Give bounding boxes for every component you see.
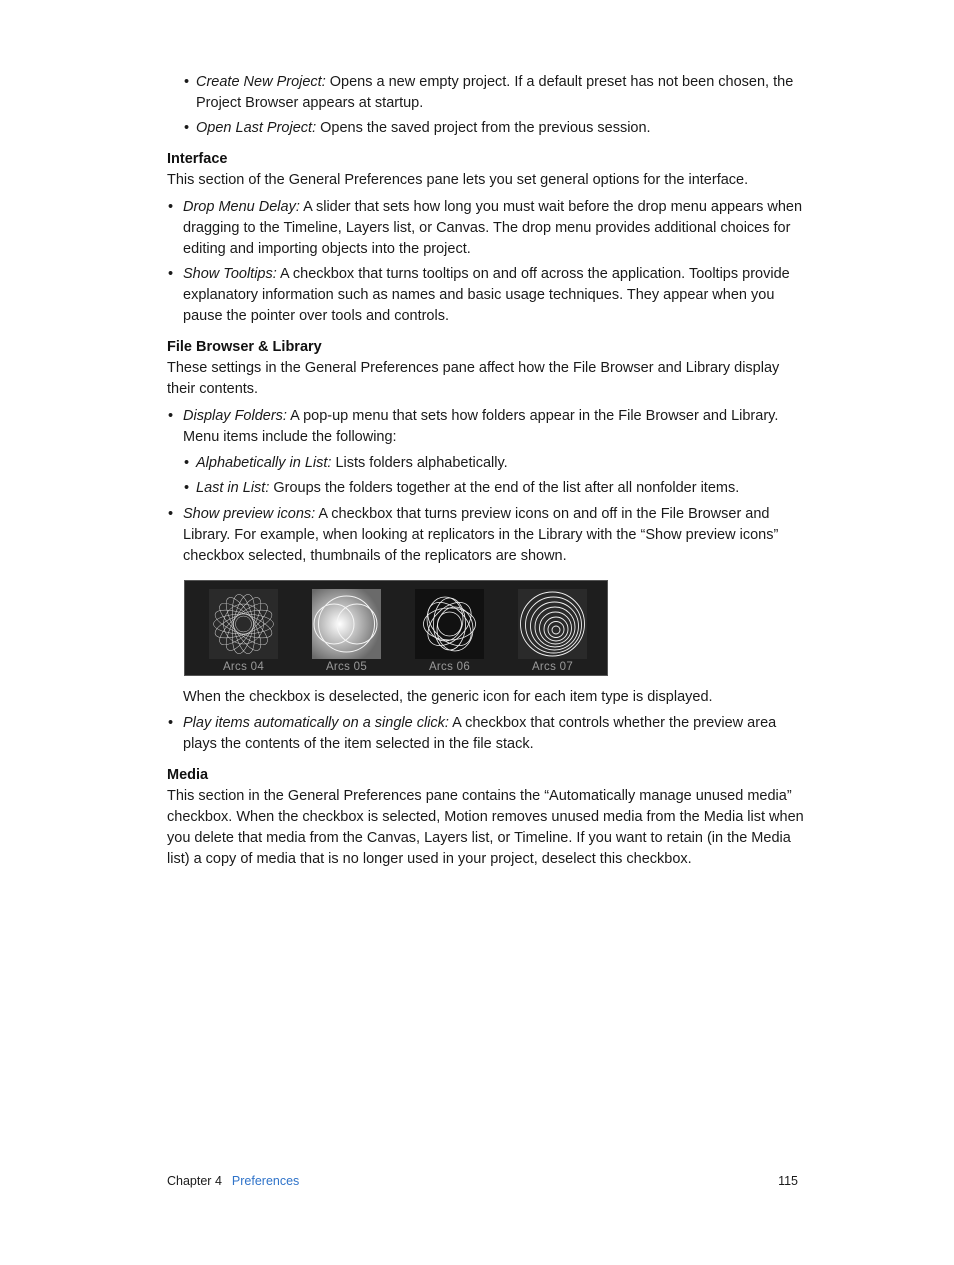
description: Opens a new empty project. If a default preset has not been chosen, the Project Browser appears at startup. xyxy=(196,74,794,111)
term: Display Folders: xyxy=(183,408,287,424)
interface-intro: This section of the General Preferences pane lets you set general options for the interface. xyxy=(167,172,749,188)
replicator-thumbnail-gallery xyxy=(184,580,608,676)
footer-section-link[interactable]: Preferences xyxy=(231,1174,300,1188)
term: Open Last Project: xyxy=(196,120,317,136)
description: A checkbox that turns tooltips on and off across the application. Tooltips provide explanatory information such as names and basic usage techniques. They appear when you pause the pointer over tools and controls. xyxy=(183,266,790,324)
deselected-note: When the checkbox is deselected, the generic icon for each item type is displayed. xyxy=(183,689,713,705)
bullet: • xyxy=(184,74,190,90)
heading-media: Media xyxy=(167,767,209,783)
bullet: • xyxy=(168,715,174,731)
page-number: 115 xyxy=(778,1174,798,1188)
thumbnail-arcs-05[interactable] xyxy=(312,589,381,674)
description: Lists folders alphabetically. xyxy=(331,455,508,471)
list-item-create-new-project xyxy=(167,72,807,114)
page-footer xyxy=(167,1174,798,1188)
description: Opens the saved project from the previous session. xyxy=(316,120,651,136)
list-item-display-folders xyxy=(167,406,807,448)
thumbnail-caption: Arcs 05 xyxy=(325,661,368,673)
media-body: This section in the General Preferences pane contains the “Automatically manage unused media” checkbox. When the checkbox is selected, Motion removes unused media from the Media list when you delete that media from the Canvas, Layers list, or Timeline. If you want to retain (in the Media list) a copy of media that is no longer used in your project, deselect this checkbox. xyxy=(167,788,804,867)
term: Play items automatically on a single click: xyxy=(183,715,449,731)
thumbnail-arcs-06[interactable] xyxy=(415,589,484,674)
thumbnail-caption: Arcs 07 xyxy=(531,661,574,673)
list-item-play-items-automatically xyxy=(167,713,807,755)
bullet: • xyxy=(168,199,174,215)
thumbnail-arcs-04[interactable] xyxy=(209,589,278,674)
footer-chapter: Chapter 4 xyxy=(167,1174,222,1188)
term: Show Tooltips: xyxy=(183,266,277,282)
list-item-show-tooltips xyxy=(167,264,807,327)
list-item-drop-menu-delay xyxy=(167,197,807,260)
arcs-04-icon xyxy=(209,589,278,659)
bullet: • xyxy=(184,120,190,136)
arcs-06-icon xyxy=(415,589,484,659)
term: Show preview icons: xyxy=(183,506,316,522)
description: A checkbox that turns preview icons on and off in the File Browser and Library. For example, when looking at replicators in the Library with the “Show preview icons” checkbox selected, thumbnails of the replicators are shown. xyxy=(183,506,779,564)
list-item-show-preview-icons xyxy=(167,504,807,567)
term: Drop Menu Delay: xyxy=(183,199,300,215)
arcs-05-icon xyxy=(312,589,381,659)
arcs-07-icon xyxy=(518,589,587,659)
term: Create New Project: xyxy=(196,74,326,90)
list-item-last-in-list xyxy=(167,478,807,499)
thumbnail-caption: Arcs 06 xyxy=(428,661,471,673)
description: A slider that sets how long you must wait before the drop menu appears when dragging to the Timeline, Layers list, or Canvas. The drop menu provides additional choices for editing and importing objects into the project. xyxy=(183,199,803,257)
thumbnail-arcs-07[interactable] xyxy=(518,589,587,674)
bullet: • xyxy=(168,408,174,424)
page-content xyxy=(167,72,807,870)
bullet: • xyxy=(168,266,174,282)
term: Alphabetically in List: xyxy=(196,455,332,471)
heading-interface: Interface xyxy=(167,151,228,167)
bullet: • xyxy=(184,480,190,496)
thumbnail-caption: Arcs 04 xyxy=(222,661,265,673)
file-browser-intro: These settings in the General Preferences pane affect how the File Browser and Library display their contents. xyxy=(167,360,780,397)
description: A pop-up menu that sets how folders appear in the File Browser and Library. Menu items include the following: xyxy=(183,408,779,445)
term: Last in List: xyxy=(196,480,270,496)
description: Groups the folders together at the end of the list after all nonfolder items. xyxy=(269,480,740,496)
list-item-open-last-project xyxy=(167,118,807,139)
heading-file-browser-library: File Browser & Library xyxy=(167,339,322,355)
list-item-alphabetically xyxy=(167,453,807,474)
bullet: • xyxy=(184,455,190,471)
description: A checkbox that controls whether the preview area plays the contents of the item selected in the file stack. xyxy=(183,715,777,752)
bullet: • xyxy=(168,506,174,522)
